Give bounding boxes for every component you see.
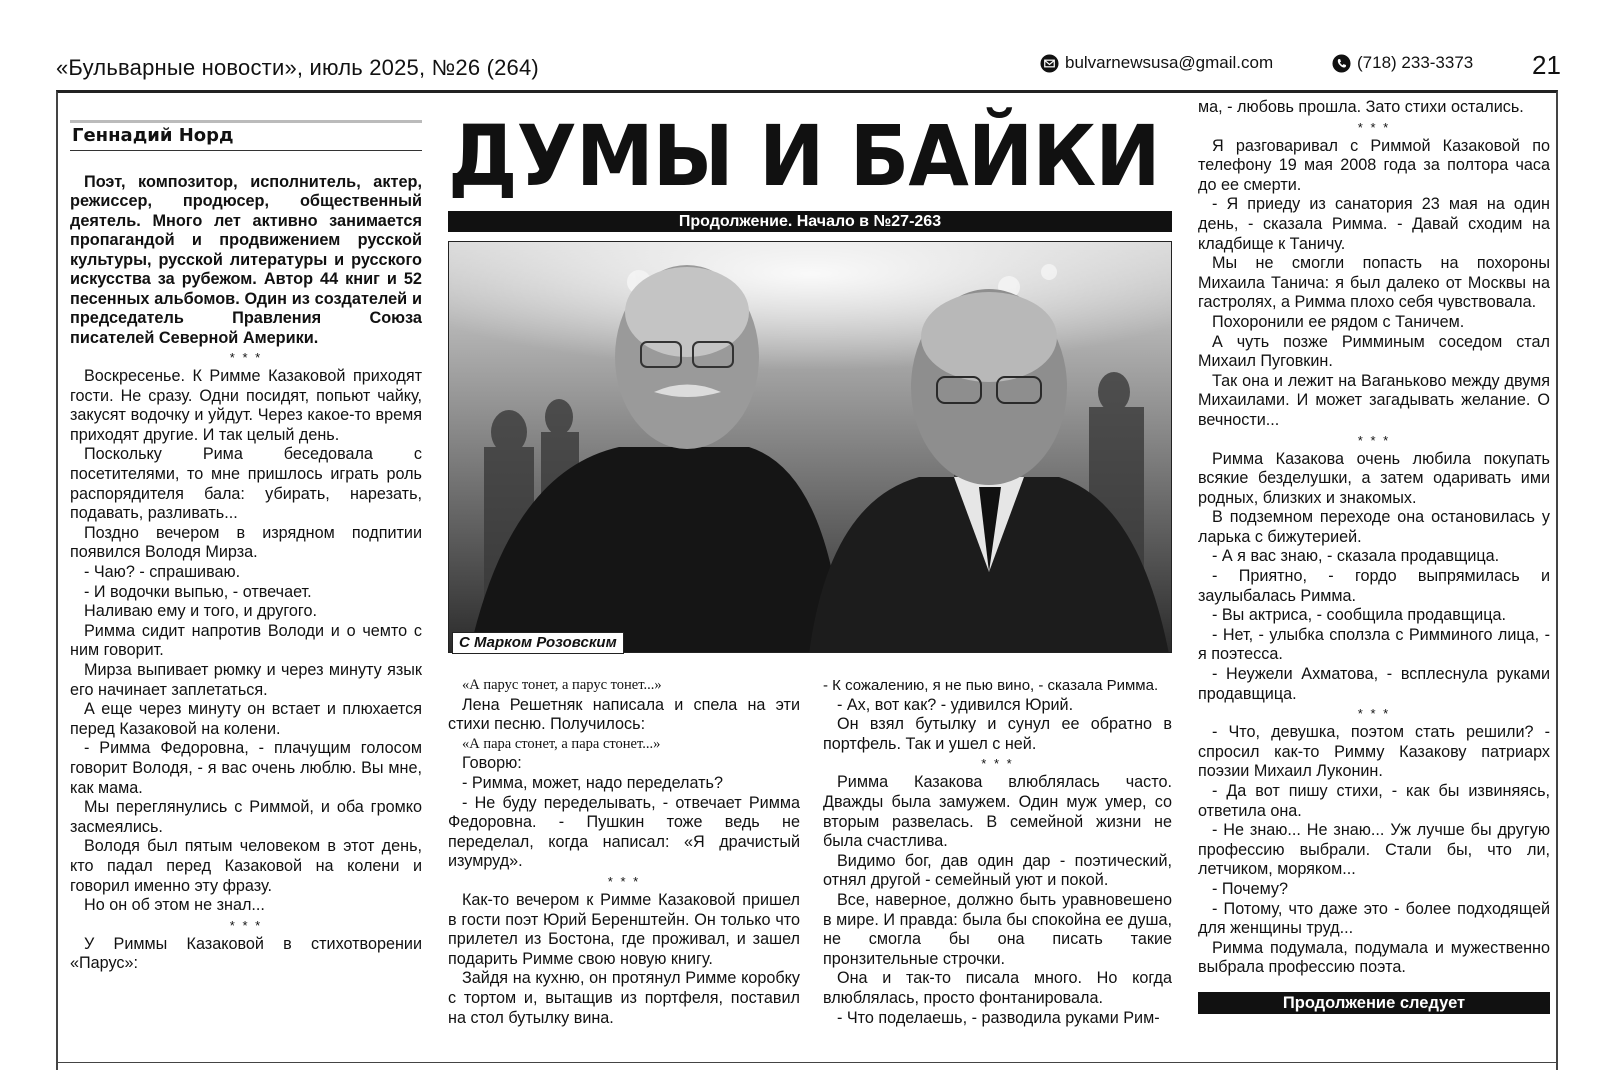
bottom-divider bbox=[56, 1062, 1558, 1063]
page-number: 21 bbox=[1532, 50, 1561, 80]
author-intro: Поэт, композитор, исполнитель, актер, режиссер, продюсер, общественный деятель. Много лет активно занимается пропагандой и продвижением русской культуры, русской литературы и русского искусства за рубежом. Автор 44 книг и 52 песенных альбомов. Один из создателей и председатель Правления Союза писателей Северной Америки. bbox=[70, 172, 422, 347]
photo-illustration bbox=[449, 242, 1172, 653]
paragraph: Римма сидит напротив Володи и о чемто с ним говорит. bbox=[70, 621, 422, 660]
paragraph: Но он об этом не знал... bbox=[84, 896, 265, 915]
continuation-note: Продолжение. Начало в №27-263 bbox=[448, 211, 1172, 232]
newspaper-issue-title: «Бульварные новости», июль 2025, №26 (264) bbox=[56, 55, 539, 80]
paragraph: Римма подумала, подумала и мужественно выбрала профессию поэта. bbox=[1198, 938, 1550, 977]
column-1 bbox=[70, 120, 422, 974]
paragraph: А чуть позже Римминым соседом стал Михаил Пуговкин. bbox=[1198, 332, 1550, 371]
paragraph: Мирза выпивает рюмку и через минуту язык его начинает заплетаться. bbox=[70, 661, 422, 699]
separator: * * * bbox=[1357, 119, 1391, 135]
header-phone[interactable] bbox=[1332, 53, 1473, 73]
paragraph: - Что поделаешь, - разводила руками Рим- bbox=[837, 1008, 1160, 1027]
photo-caption: С Марком Розовским bbox=[452, 632, 624, 654]
paragraph: Как-то вечером к Римме Казаковой пришел в гости поэт Юрий Беренштейн. Он только что прилетел из Бостона, где проживал, и зашел подарить Римме свою новую книгу. bbox=[448, 890, 800, 968]
paragraph: Воскресенье. К Римме Казаковой приходят гости. Не сразу. Одни посидят, попьют чайку, закусят водочку и уйдут. Через какое-то время приходят другие. И так целый день. bbox=[70, 367, 422, 444]
paragraph: Поздно вечером в изрядном подпитии появился Володя Мирза. bbox=[70, 523, 422, 562]
paragraph: Все, наверное, должно быть уравновешено в мире. И правда: была бы спокойна ее душа, не смогла бы она писать такие пронзительные строчки. bbox=[823, 890, 1172, 968]
mail-icon bbox=[1040, 54, 1059, 73]
separator: * * * bbox=[981, 756, 1014, 772]
paragraph: Так она и лежит на Ваганьково между двумя Михаилами. И может загадывать желание. О вечности... bbox=[1198, 371, 1550, 429]
paragraph: Видимо бог, дав один дар - поэтический, отнял другой - семейный уют и покой. bbox=[823, 851, 1172, 890]
paragraph: - Я приеду из санатория 23 мая на один день, - сказала Римма. - Давай сходим на кладбище к Таничу. bbox=[1198, 195, 1550, 253]
paragraph: - Не буду переделывать, - отвечает Римма Федоровна. - Пушкин тоже ведь не переделал, когда написал: «Я драчистый изумруд». bbox=[448, 793, 800, 871]
paragraph: - Потому, что даже это - более подходящей для женщины труд... bbox=[1198, 899, 1550, 938]
paragraph: В подземном переходе она остановилась у ларька с бижутерией. bbox=[1198, 508, 1550, 546]
separator: * * * bbox=[229, 350, 263, 366]
paragraph: Римма Казакова очень любила покупать всякие безделушки, а затем одаривать ими родных, близких и знакомых. bbox=[1198, 449, 1550, 507]
paragraph: - Приятно, - гордо выпрямилась и заулыбалась Римма. bbox=[1198, 567, 1550, 605]
paragraph: - Римма Федоровна, - плачущим голосом говорит Володя, - я вас очень люблю. Вы мне, как мама. bbox=[70, 739, 422, 797]
paragraph: Она и так-то писала много. Но когда влюблялась, просто фонтанировала. bbox=[823, 969, 1172, 1007]
column-2 bbox=[448, 676, 800, 1028]
paragraph: Мы переглянулись с Риммой, и оба громко засмеялись. bbox=[70, 798, 422, 836]
column-4 bbox=[1198, 98, 1550, 1014]
paragraph: - Что, девушка, поэтом стать решили? - спросил как-то Римму Казакову патриарх поэзии Михаил Луконин. bbox=[1198, 723, 1550, 781]
article-photo bbox=[448, 241, 1172, 653]
paragraph: - Ах, вот как? - удивился Юрий. bbox=[837, 695, 1074, 714]
paragraph: У Риммы Казаковой в стихотворении «Парус»: bbox=[70, 934, 422, 973]
email-text: bulvarnewsusa@gmail.com bbox=[1065, 53, 1274, 72]
separator: * * * bbox=[607, 873, 641, 889]
poem-quote: «А пара стонет, а пара стонет...» bbox=[462, 735, 661, 752]
to-be-continued-banner: Продолжение следует bbox=[1198, 992, 1550, 1014]
author-name: Геннадий Норд bbox=[70, 120, 422, 151]
column-3 bbox=[823, 676, 1172, 1028]
paragraph: Наливаю ему и того, и другого. bbox=[84, 602, 317, 621]
paragraph: Зайдя на кухню, он протянул Римме коробку с тортом и, вытащив из портфеля, поставил на стол бутылку вина. bbox=[448, 969, 800, 1027]
separator: * * * bbox=[1357, 432, 1391, 448]
paragraph: - Вы актриса, - сообщила продавщица. bbox=[1212, 606, 1506, 625]
paragraph: - Не знаю... Не знаю... Уж лучше бы другую профессию выбрали. Стали бы, что ли, летчиком, моряком... bbox=[1198, 821, 1550, 879]
phone-icon bbox=[1332, 54, 1351, 73]
paragraph: Володя был пятым человеком в этот день, кто падал перед Казаковой на колени и говорил именно эту фразу. bbox=[70, 837, 422, 895]
paragraph: - И водочки выпью, - отвечает. bbox=[84, 582, 312, 601]
paragraph: Римма Казакова влюблялась часто. Дважды была замужем. Один муж умер, со вторым развелась. В семейной жизни не была счастлива. bbox=[823, 773, 1172, 851]
separator: * * * bbox=[229, 917, 263, 933]
paragraph: Похоронили ее рядом с Таничем. bbox=[1212, 312, 1465, 331]
paragraph: Я разговаривал с Риммой Казаковой по телефону 19 мая 2008 года за полтора часа до ее смерти. bbox=[1198, 136, 1550, 194]
paragraph: ма, - любовь прошла. Зато стихи остались. bbox=[1198, 98, 1524, 116]
poem-quote: «А парус тонет, а парус тонет...» bbox=[462, 677, 662, 693]
paragraph: - Неужели Ахматова, - всплеснула руками продавщица. bbox=[1198, 665, 1550, 703]
paragraph: Говорю: bbox=[462, 754, 522, 773]
paragraph: - Да вот пишу стихи, - как бы извиняясь, ответила она. bbox=[1198, 782, 1550, 820]
separator: * * * bbox=[1357, 706, 1391, 722]
header-email[interactable] bbox=[1040, 53, 1273, 73]
paragraph: Лена Решетняк написала и спела на эти стихи песню. Получилось: bbox=[448, 695, 800, 734]
paragraph: - Чаю? - спрашиваю. bbox=[84, 563, 241, 582]
paragraph: - Нет, - улыбка сползла с Римминого лица, - я поэтесса. bbox=[1198, 625, 1550, 664]
phone-text: (718) 233-3373 bbox=[1357, 53, 1474, 72]
paragraph: - К сожалению, я не пью вино, - сказала Римма. bbox=[823, 677, 1159, 694]
paragraph: А еще через минуту он встает и плюхается перед Казаковой на колени. bbox=[70, 700, 422, 738]
paragraph: Поскольку Рима беседовала с посетителями, то мне пришлось играть роль распорядителя бала: убирать, нарезать, подавать, разливать... bbox=[70, 445, 422, 523]
paragraph: - Римма, может, надо переделать? bbox=[462, 773, 723, 792]
paragraph: - Почему? bbox=[1212, 879, 1289, 898]
paragraph: Он взял бутылку и сунул ее обратно в портфель. Так и ушел с ней. bbox=[823, 715, 1172, 753]
paragraph: Мы не смогли попасть на похороны Михаила Танича: я был далеко от Москвы на гастролях, а Римма плохо себя чувствовала. bbox=[1198, 254, 1550, 312]
article-headline: ДУМЫ И БАЙКИ bbox=[448, 107, 1160, 205]
paragraph: - А я вас знаю, - сказала продавщица. bbox=[1212, 547, 1500, 566]
